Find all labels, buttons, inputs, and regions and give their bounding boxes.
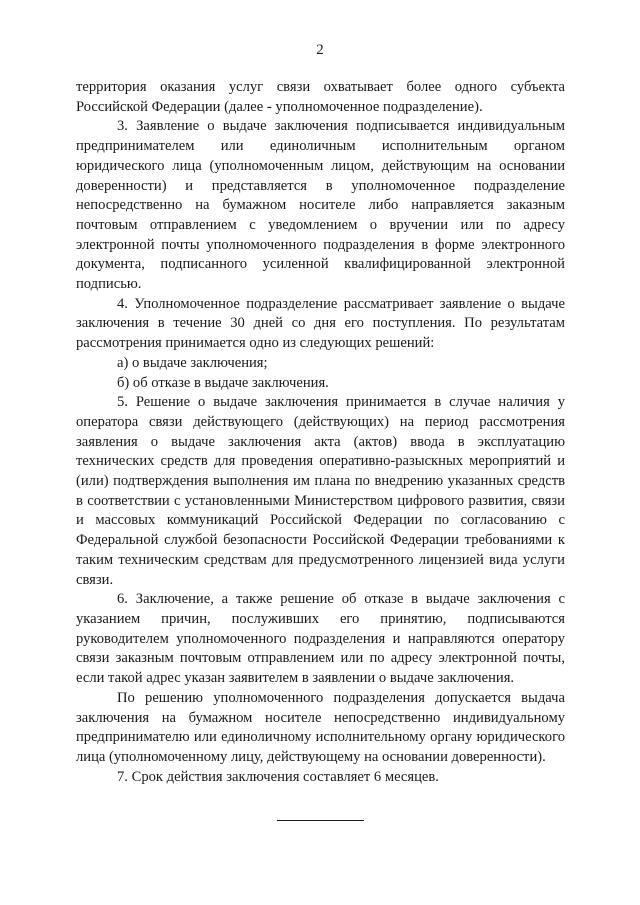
document-body <box>76 78 565 787</box>
paragraph-subitem-b: б) об отказе в выдаче заключения. <box>117 374 329 391</box>
paragraph-item-3: 3. Заявление о выдаче заключения подписывается индивидуальным предпринимателем или единоличным исполнительным органом юридического лица (уполномоченным лицом, действующим на основании доверенности) и представляется в уполномоченное подразделение непосредственно на бумажном носителе либо направляется заказным почтовым отправлением с уведомлением о вручении или по адресу электронной почты уполномоченного подразделения в форме электронного документа, подписанного усиленной квалифицированной электронной подписью. <box>76 118 565 293</box>
paragraph-item-7: 7. Срок действия заключения составляет 6 месяцев. <box>117 768 439 785</box>
paragraph-subitem-a: а) о выдаче заключения; <box>117 354 268 371</box>
paragraph-item-5: 5. Решение о выдаче заключения принимается в случае наличия у оператора связи действующего (действующих) на период рассмотрения заявления о выдаче заключения акта (актов) ввода в эксплуатацию технических средств для проведения оперативно-разыскных мероприятий и (или) подтверждения выполнения им плана по внедрению указанных средств в соответствии с установленными Министерством цифрового развития, связи и массовых коммуникаций Российской Федерации по согласованию с Федеральной службой безопасности Российской Федерации требованиями к таким техническим средствам для предусмотренного лицензией вида услуги связи. <box>76 394 565 588</box>
paragraph-continuation: территория оказания услуг связи охватывает более одного субъекта Российской Федерации (далее - уполномоченное подразделение). <box>76 79 565 115</box>
paragraph-item-4: 4. Уполномоченное подразделение рассматривает заявление о выдаче заключения в течение 30 дней со дня его поступления. По результатам рассмотрения принимается одно из следующих решений: <box>76 295 565 352</box>
paragraph-item-6-addendum: По решению уполномоченного подразделения допускается выдача заключения на бумажном носителе непосредственно индивидуальному предпринимателю или единоличному исполнительному органу юридического лица (уполномоченному лицу, действующему на основании доверенности). <box>76 689 565 765</box>
end-of-document-rule <box>277 820 364 821</box>
paragraph-item-6: 6. Заключение, а также решение об отказе в выдаче заключения с указанием причин, послуживших его принятию, подписываются руководителем уполномоченного подразделения и направляются оператору связи заказным почтовым отправлением или по адресу электронной почты, если такой адрес указан заявителем в заявлении о выдаче заключения. <box>76 591 565 687</box>
page-number: 2 <box>316 42 324 58</box>
